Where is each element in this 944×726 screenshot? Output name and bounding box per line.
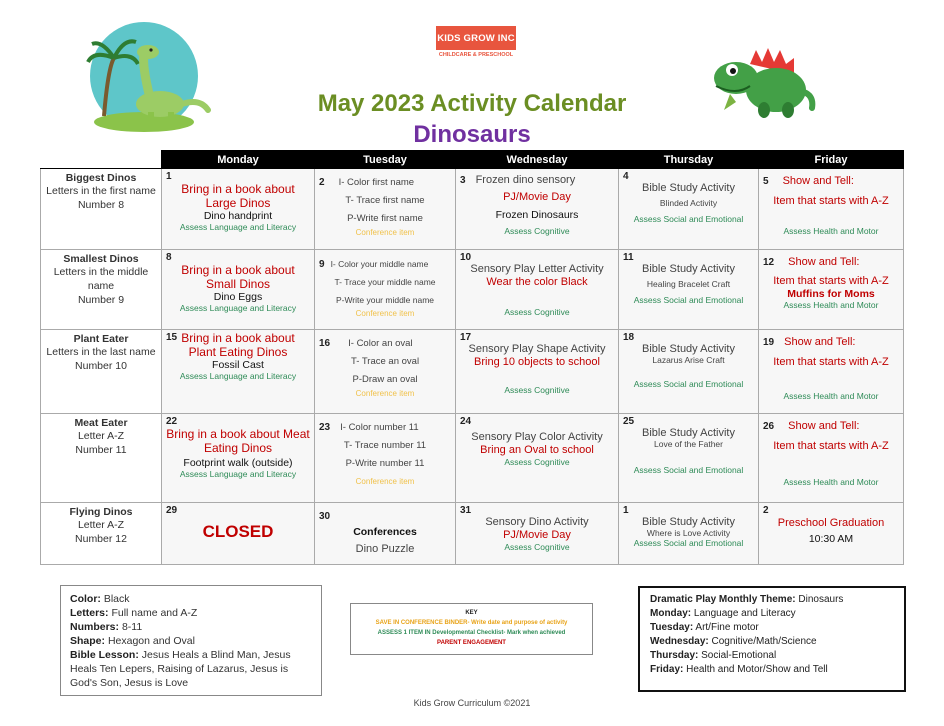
theme-wednesday [650,635,894,649]
day-cell-monday [162,330,315,414]
day-cell-tuesday [315,503,456,565]
day-cell-wednesday [456,503,619,565]
theme-thursday [650,649,894,663]
date-number: 31 [460,505,472,516]
date-number: 19 [763,337,775,348]
day-cell-friday [759,503,904,565]
dino-puzzle: Dino Puzzle [355,543,415,555]
assess-label: Assess Health and Motor [783,300,879,310]
week-number: Number 11 [75,444,127,456]
date-number: 18 [623,332,635,343]
tuesday-line-2: T- Trace an oval [350,356,420,367]
day-cell-tuesday [315,250,456,330]
closed-label: CLOSED [202,522,274,541]
info-numbers-value: 8-11 [121,621,143,633]
tuesday-line-1: I- Color number 11 [340,422,419,433]
assess-label: Assess Social and Emotional [633,538,744,548]
wednesday-activity: Sensory Play Letter Activity [470,263,604,275]
day-cell-monday [162,250,315,330]
info-color [70,592,312,606]
theme-thursday-label: Thursday: [650,650,699,661]
date-number: 2 [319,177,325,188]
header-friday: Friday [759,151,904,169]
assess-label: Assess Health and Motor [783,226,879,236]
date-number: 26 [763,421,775,432]
week-letters: Letters in the last name [46,346,156,358]
tuesday-line-1: I- Color your middle name [330,259,429,269]
wednesday-activity: Frozen dino sensory [475,174,576,186]
day-cell-thursday [619,414,759,503]
date-number: 16 [319,338,331,349]
day-cell-wednesday [456,414,619,503]
assess-label: Assess Language and Literacy [179,469,297,479]
theme-value: Dinosaurs [798,594,844,605]
info-bible-value: Jesus Heals a Blind Man, Jesus Heals Ten Lepers, Raising of Lazarus, Jesus is God's Son, Jesus is Love [70,649,291,689]
date-number: 25 [623,416,635,427]
theme-friday-label: Friday: [650,664,684,675]
tuesday-line-1: I- Color first name [338,177,415,188]
logo-sub-text: CHILDCARE & PRESCHOOL [438,52,514,58]
bible-study-activity: Bible Study Activity [642,427,735,439]
bible-study-activity: Bible Study Activity [642,263,735,275]
craft-activity: Dino Eggs [213,291,263,303]
show-and-tell-item: Item that starts with A-Z [773,275,889,287]
date-number: 4 [623,171,629,182]
graduation-time: 10:30 AM [808,533,854,545]
assess-label: Assess Language and Literacy [179,222,297,232]
theme-friday-value: Health and Motor/Show and Tell [686,664,828,675]
logo-main-text: KIDS GROW INC [436,26,516,50]
book-activity: Bring in a book about Meat Eating Dinos [166,427,310,455]
week-row [41,330,904,414]
day-cell-thursday [619,330,759,414]
day-cell-friday [759,330,904,414]
date-number: 17 [460,332,472,343]
week-title: Biggest Dinos [65,172,137,184]
assess-label: Assess Language and Literacy [179,303,297,313]
assess-label: Assess Social and Emotional [633,295,744,305]
week-row [41,250,904,330]
day-cell-thursday [619,250,759,330]
conference-item-label: Conference item [355,309,415,318]
info-shape [70,634,312,648]
day-cell-tuesday [315,169,456,250]
week-label-cell [41,250,162,330]
week-row [41,414,904,503]
book-activity: Bring in a book about Plant Eating Dinos [181,331,295,359]
assess-label: Assess Cognitive [504,226,570,236]
conference-item-label: Conference item [355,477,415,486]
key-conference-binder: SAVE IN CONFERENCE BINDER- Write date and purpose of activity [375,620,568,626]
week-letters: Letter A-Z [77,430,125,442]
assess-label: Assess Cognitive [504,457,570,467]
day-cell-friday [759,169,904,250]
key-assess-item: ASSESS 1 ITEM IN Developmental Checklist- Mark when achieved [377,630,566,636]
graduation-label: Preschool Graduation [777,517,885,529]
wednesday-activity: Sensory Dino Activity [485,516,589,528]
week-title: Meat Eater [74,417,128,429]
header-thursday: Thursday [619,151,759,169]
assess-label: Assess Cognitive [504,385,570,395]
bible-craft: Where is Love Activity [646,528,731,538]
theme-tuesday-value: Art/Fine motor [695,622,759,633]
wednesday-note: Bring 10 objects to school [474,356,600,368]
info-letters [70,606,312,620]
date-number: 30 [319,511,331,522]
show-and-tell-item: Item that starts with A-Z [773,195,889,207]
theme-wednesday-label: Wednesday: [650,636,709,647]
assess-label: Assess Social and Emotional [633,214,744,224]
assess-label: Assess Language and Literacy [179,371,297,381]
assess-label: Assess Social and Emotional [633,379,744,389]
bible-craft: Love of the Father [654,439,723,449]
tuesday-line-1: I- Color an oval [348,338,413,349]
info-shape-value: Hexagon and Oval [107,635,195,647]
day-cell-wednesday [456,250,619,330]
bible-study-activity: Bible Study Activity [642,182,735,194]
footer-copyright: Kids Grow Curriculum ©2021 [413,698,531,708]
theme-monday-value: Language and Literacy [693,608,796,619]
show-and-tell: Show and Tell: [782,175,854,187]
theme-friday [650,663,894,677]
week-label-cell [41,503,162,565]
assess-label: Assess Health and Motor [783,477,879,487]
tuesday-line-3: P-Write your middle name [335,295,435,305]
day-cell-thursday [619,169,759,250]
craft-activity: Dino handprint [203,210,273,222]
theme-line [650,593,894,607]
week-letters: Letter A-Z [77,519,125,531]
theme-tuesday-label: Tuesday: [650,622,694,633]
conference-item-label: Conference item [355,389,415,398]
muffins-for-moms: Muffins for Moms [787,288,875,300]
header-tuesday: Tuesday [315,151,456,169]
theme-tuesday [650,621,894,635]
page-title: May 2023 Activity Calendar [317,90,627,117]
date-number: 12 [763,257,775,268]
info-bible [70,648,312,690]
show-and-tell-item: Item that starts with A-Z [773,356,889,368]
bible-study-activity: Bible Study Activity [642,516,735,528]
dramatic-play-theme-box [638,586,906,692]
theme-monday-label: Monday: [650,608,692,619]
date-number: 9 [319,259,325,270]
date-number: 10 [460,252,472,263]
theme-thursday-value: Social-Emotional [701,650,777,661]
day-cell-monday [162,169,315,250]
wednesday-activity: Sensory Play Color Activity [471,431,603,443]
day-cell-friday [759,414,904,503]
assess-label: Assess Cognitive [504,307,570,317]
key-title: KEY [465,610,478,616]
bible-craft: Blinded Activity [659,198,718,208]
calendar-header-row [41,151,904,169]
day-cell-thursday [619,503,759,565]
book-activity: Bring in a book about Small Dinos [181,263,295,291]
tuesday-line-2: T- Trace your middle name [334,277,436,287]
week-row [41,169,904,250]
date-number: 1 [623,505,629,516]
week-label-cell [41,414,162,503]
theme-wednesday-value: Cognitive/Math/Science [711,636,817,647]
craft-activity: Footprint walk (outside) [183,457,293,469]
assess-label: Assess Health and Motor [783,391,879,401]
tuesday-line-2: T- Trace number 11 [343,440,427,451]
bible-study-activity: Bible Study Activity [642,343,735,355]
wednesday-note: Wear the color Black [486,276,588,288]
tuesday-line-3: P-Write number 11 [345,458,425,469]
monthly-info-box [60,585,322,696]
week-title: Flying Dinos [69,506,133,518]
wednesday-note: PJ/Movie Day [503,529,571,541]
week-letters: Letters in the middle name [53,266,149,292]
info-shape-label: Shape: [70,635,106,647]
theme-label: Dramatic Play Monthly Theme: [650,594,796,605]
day-cell-monday [162,503,315,565]
date-number: 1 [166,171,172,182]
date-number: 22 [166,416,178,427]
week-number: Number 10 [75,360,127,372]
wednesday-note: PJ/Movie Day [503,191,571,203]
date-number: 24 [460,416,472,427]
week-number: Number 9 [77,294,125,306]
tuesday-line-3: P-Draw an oval [352,374,418,385]
date-number: 2 [763,505,769,516]
wednesday-extra: Frozen Dinosaurs [495,209,579,221]
activity-calendar [40,150,904,565]
key-legend [350,603,593,655]
show-and-tell: Show and Tell: [784,336,856,348]
assess-label: Assess Cognitive [504,542,570,552]
week-number: Number 8 [77,199,125,211]
week-row [41,503,904,565]
book-activity: Bring in a book about Large Dinos [181,182,295,210]
info-bible-label: Bible Lesson: [70,649,139,661]
day-cell-tuesday [315,330,456,414]
calendar-corner [41,151,162,169]
week-label-cell [41,169,162,250]
info-numbers [70,620,312,634]
craft-activity: Fossil Cast [212,359,264,371]
day-cell-tuesday [315,414,456,503]
conference-item-label: Conference item [355,228,415,237]
page-subtitle: Dinosaurs [413,121,531,148]
theme-monday [650,607,894,621]
header-wednesday: Wednesday [456,151,619,169]
wednesday-activity: Sensory Play Shape Activity [468,343,606,355]
bible-craft: Healing Bracelet Craft [646,279,731,289]
assess-label: Assess Social and Emotional [633,465,744,475]
date-number: 8 [166,252,172,263]
tuesday-line-2: T- Trace first name [345,195,425,206]
show-and-tell-item: Item that starts with A-Z [773,440,889,452]
week-title: Plant Eater [73,333,129,345]
date-number: 11 [623,252,634,263]
wednesday-note: Bring an Oval to school [480,444,594,456]
show-and-tell: Show and Tell: [788,256,860,268]
key-parent-engagement: PARENT ENGAGEMENT [437,640,506,646]
week-label-cell [41,330,162,414]
tuesday-line-3: P-Write first name [347,213,423,224]
info-letters-value: Full name and A-Z [111,607,198,619]
bible-craft: Lazarus Arise Craft [652,355,725,365]
info-letters-label: Letters: [70,607,109,619]
date-number: 3 [460,175,466,186]
week-number: Number 12 [75,533,127,545]
info-color-value: Black [103,593,130,605]
week-letters: Letters in the first name [46,185,156,197]
date-number: 23 [319,422,331,433]
day-cell-friday [759,250,904,330]
day-cell-wednesday [456,330,619,414]
date-number: 29 [166,505,178,516]
date-number: 5 [763,176,769,187]
day-cell-monday [162,414,315,503]
show-and-tell: Show and Tell: [788,420,860,432]
conferences-label: Conferences [353,526,417,538]
info-numbers-label: Numbers: [70,621,120,633]
week-title: Smallest Dinos [63,253,139,265]
info-color-label: Color: [70,593,101,605]
kids-grow-logo [430,22,522,62]
day-cell-wednesday [456,169,619,250]
header-monday: Monday [162,151,315,169]
date-number: 15 [166,332,178,343]
